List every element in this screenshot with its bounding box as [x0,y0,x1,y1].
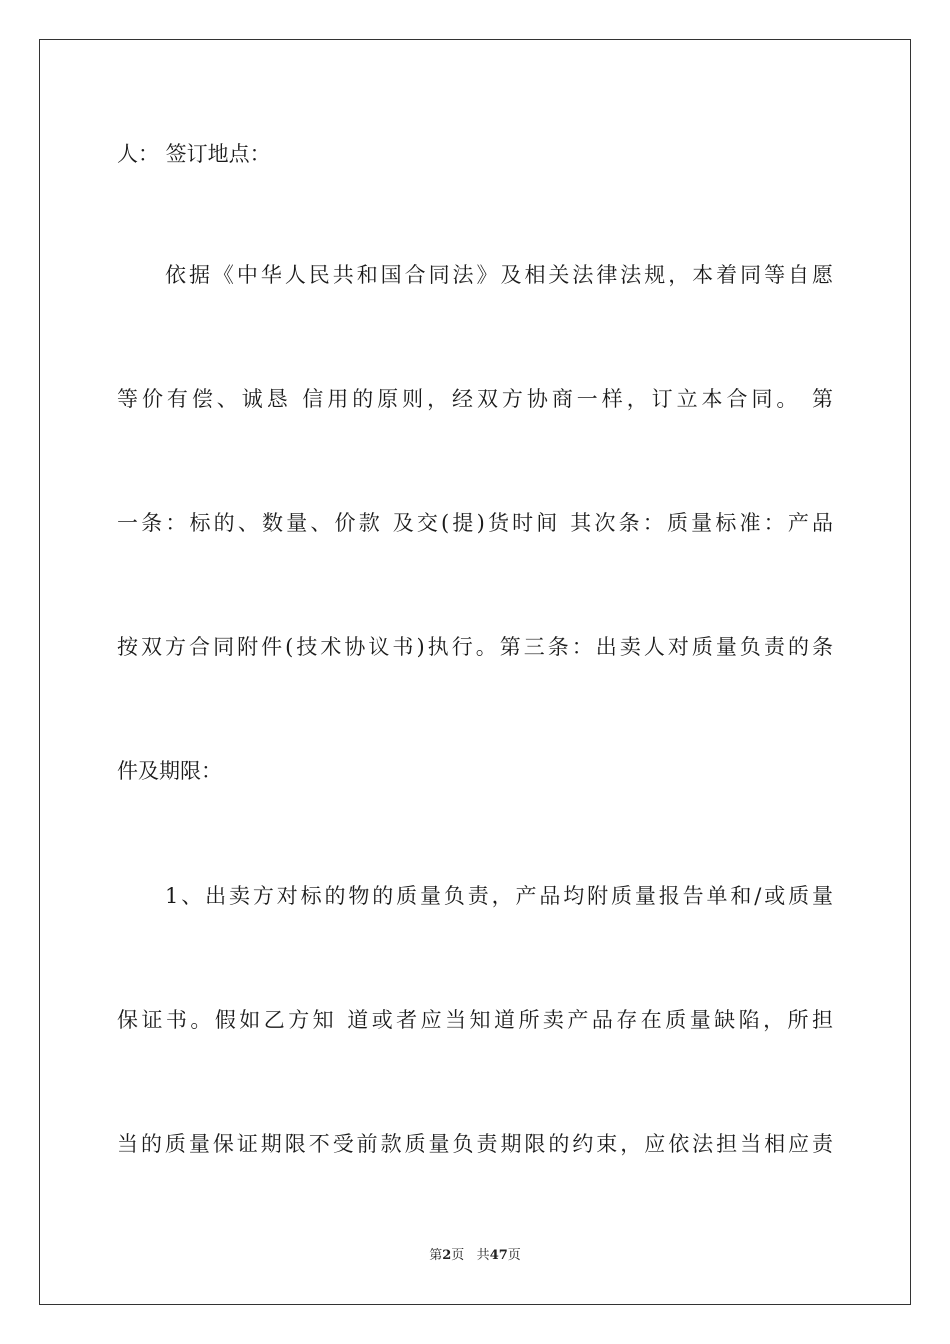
text-line-8: 保证书。假如乙方知 道或者应当知道所卖产品存在质量缺陷，所担 [117,1008,833,1032]
text-line-4: 一条：标的、数量、价款 及交(提)货时间 其次条：质量标准：产品 [117,511,833,535]
text-line-2: 依据《中华人民共和国合同法》及相关法律法规，本着同等自愿 [165,263,833,287]
footer-page-suffix: 页 [451,1248,465,1263]
footer-total-prefix: 共 [476,1248,490,1263]
text-line-5: 按双方合同附件(技术协议书)执行。第三条：出卖人对质量负责的条 [117,635,833,659]
footer-total-suffix: 页 [507,1248,521,1263]
total-pages-number: 47 [489,1248,508,1263]
text-line-6: 件及期限： [117,759,222,783]
page-footer [0,1247,950,1265]
text-line-9: 当的质量保证期限不受前款质量负责期限的约束，应依法担当相应责 [117,1132,833,1156]
text-line-3: 等价有偿、诚恳 信用的原则，经双方协商一样，订立本合同。 第 [117,387,833,411]
current-page-number: 2 [442,1248,452,1263]
page-border [39,39,911,1305]
text-line-1: 人： 签订地点： [117,142,271,166]
footer-prefix: 第 [429,1248,443,1263]
text-line-7: 1、出卖方对标的物的质量负责，产品均附质量报告单和/或质量 [165,884,833,908]
